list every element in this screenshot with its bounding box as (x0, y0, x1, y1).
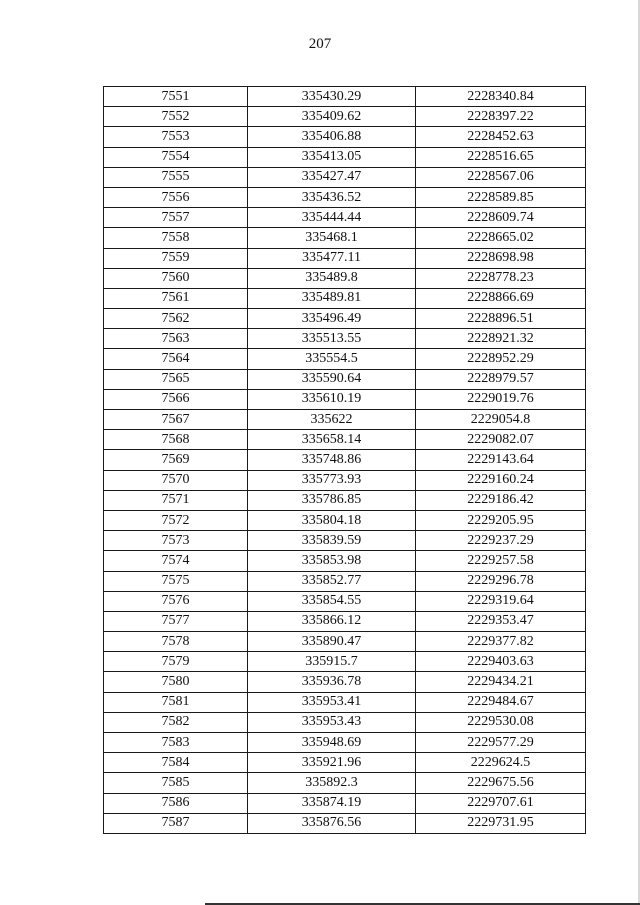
y-coordinate-cell: 2228778.23 (416, 268, 586, 288)
point-number-cell: 7586 (104, 793, 248, 813)
point-number-cell: 7580 (104, 672, 248, 692)
y-coordinate-cell: 2228567.06 (416, 167, 586, 187)
y-coordinate-cell: 2228952.29 (416, 349, 586, 369)
y-coordinate-cell: 2229403.63 (416, 652, 586, 672)
table-row (104, 813, 586, 833)
point-number-cell: 7584 (104, 753, 248, 773)
point-number-cell: 7557 (104, 208, 248, 228)
table-row (104, 591, 586, 611)
x-coordinate-cell: 335436.52 (248, 187, 416, 207)
x-coordinate-cell: 335936.78 (248, 672, 416, 692)
x-coordinate-cell: 335513.55 (248, 329, 416, 349)
table-row (104, 611, 586, 631)
table-row (104, 87, 586, 107)
y-coordinate-cell: 2229205.95 (416, 510, 586, 530)
table-row (104, 410, 586, 430)
table-row (104, 490, 586, 510)
point-number-cell: 7575 (104, 571, 248, 591)
x-coordinate-cell: 335876.56 (248, 813, 416, 833)
x-coordinate-cell: 335921.96 (248, 753, 416, 773)
x-coordinate-cell: 335890.47 (248, 632, 416, 652)
point-number-cell: 7587 (104, 813, 248, 833)
point-number-cell: 7554 (104, 147, 248, 167)
table-row (104, 208, 586, 228)
table-row (104, 531, 586, 551)
y-coordinate-cell: 2229577.29 (416, 733, 586, 753)
y-coordinate-cell: 2229377.82 (416, 632, 586, 652)
y-coordinate-cell: 2228921.32 (416, 329, 586, 349)
x-coordinate-cell: 335874.19 (248, 793, 416, 813)
point-number-cell: 7556 (104, 187, 248, 207)
x-coordinate-cell: 335773.93 (248, 470, 416, 490)
table-row (104, 187, 586, 207)
point-number-cell: 7571 (104, 490, 248, 510)
point-number-cell: 7569 (104, 450, 248, 470)
table-row (104, 167, 586, 187)
point-number-cell: 7568 (104, 430, 248, 450)
x-coordinate-cell: 335892.3 (248, 773, 416, 793)
table-row (104, 652, 586, 672)
point-number-cell: 7560 (104, 268, 248, 288)
x-coordinate-cell: 335948.69 (248, 733, 416, 753)
x-coordinate-cell: 335915.7 (248, 652, 416, 672)
point-number-cell: 7576 (104, 591, 248, 611)
x-coordinate-cell: 335852.77 (248, 571, 416, 591)
x-coordinate-cell: 335622 (248, 410, 416, 430)
table-row (104, 349, 586, 369)
point-number-cell: 7573 (104, 531, 248, 551)
coordinates-table-body (104, 87, 586, 834)
table-row (104, 773, 586, 793)
table-row (104, 309, 586, 329)
x-coordinate-cell: 335444.44 (248, 208, 416, 228)
y-coordinate-cell: 2228589.85 (416, 187, 586, 207)
point-number-cell: 7566 (104, 389, 248, 409)
y-coordinate-cell: 2229257.58 (416, 551, 586, 571)
table-row (104, 107, 586, 127)
y-coordinate-cell: 2228516.65 (416, 147, 586, 167)
table-row (104, 369, 586, 389)
y-coordinate-cell: 2228452.63 (416, 127, 586, 147)
y-coordinate-cell: 2229186.42 (416, 490, 586, 510)
y-coordinate-cell: 2229353.47 (416, 611, 586, 631)
table-row (104, 470, 586, 490)
x-coordinate-cell: 335804.18 (248, 510, 416, 530)
x-coordinate-cell: 335953.41 (248, 692, 416, 712)
x-coordinate-cell: 335413.05 (248, 147, 416, 167)
x-coordinate-cell: 335658.14 (248, 430, 416, 450)
y-coordinate-cell: 2228340.84 (416, 87, 586, 107)
table-row (104, 430, 586, 450)
x-coordinate-cell: 335953.43 (248, 712, 416, 732)
table-row (104, 712, 586, 732)
y-coordinate-cell: 2229434.21 (416, 672, 586, 692)
x-coordinate-cell: 335477.11 (248, 248, 416, 268)
point-number-cell: 7570 (104, 470, 248, 490)
y-coordinate-cell: 2228698.98 (416, 248, 586, 268)
table-row (104, 551, 586, 571)
x-coordinate-cell: 335748.86 (248, 450, 416, 470)
point-number-cell: 7583 (104, 733, 248, 753)
table-row (104, 692, 586, 712)
x-coordinate-cell: 335610.19 (248, 389, 416, 409)
x-coordinate-cell: 335409.62 (248, 107, 416, 127)
table-row (104, 632, 586, 652)
point-number-cell: 7579 (104, 652, 248, 672)
point-number-cell: 7564 (104, 349, 248, 369)
table-row (104, 753, 586, 773)
y-coordinate-cell: 2229054.8 (416, 410, 586, 430)
point-number-cell: 7555 (104, 167, 248, 187)
point-number-cell: 7558 (104, 228, 248, 248)
table-row (104, 268, 586, 288)
table-row (104, 793, 586, 813)
x-coordinate-cell: 335489.8 (248, 268, 416, 288)
table-row (104, 147, 586, 167)
x-coordinate-cell: 335468.1 (248, 228, 416, 248)
x-coordinate-cell: 335427.47 (248, 167, 416, 187)
point-number-cell: 7578 (104, 632, 248, 652)
y-coordinate-cell: 2228665.02 (416, 228, 586, 248)
y-coordinate-cell: 2229319.64 (416, 591, 586, 611)
table-row (104, 389, 586, 409)
y-coordinate-cell: 2229624.5 (416, 753, 586, 773)
y-coordinate-cell: 2229296.78 (416, 571, 586, 591)
table-row (104, 450, 586, 470)
point-number-cell: 7553 (104, 127, 248, 147)
x-coordinate-cell: 335839.59 (248, 531, 416, 551)
point-number-cell: 7572 (104, 510, 248, 530)
point-number-cell: 7562 (104, 309, 248, 329)
x-coordinate-cell: 335489.81 (248, 288, 416, 308)
table-row (104, 248, 586, 268)
x-coordinate-cell: 335554.5 (248, 349, 416, 369)
point-number-cell: 7565 (104, 369, 248, 389)
y-coordinate-cell: 2229707.61 (416, 793, 586, 813)
x-coordinate-cell: 335496.49 (248, 309, 416, 329)
y-coordinate-cell: 2229484.67 (416, 692, 586, 712)
x-coordinate-cell: 335853.98 (248, 551, 416, 571)
point-number-cell: 7582 (104, 712, 248, 732)
point-number-cell: 7567 (104, 410, 248, 430)
x-coordinate-cell: 335854.55 (248, 591, 416, 611)
y-coordinate-cell: 2228609.74 (416, 208, 586, 228)
x-coordinate-cell: 335866.12 (248, 611, 416, 631)
table-row (104, 571, 586, 591)
table-row (104, 127, 586, 147)
point-number-cell: 7551 (104, 87, 248, 107)
page-number: 207 (308, 36, 332, 52)
y-coordinate-cell: 2228979.57 (416, 369, 586, 389)
y-coordinate-cell: 2229143.64 (416, 450, 586, 470)
x-coordinate-cell: 335406.88 (248, 127, 416, 147)
y-coordinate-cell: 2229731.95 (416, 813, 586, 833)
y-coordinate-cell: 2228866.69 (416, 288, 586, 308)
table-row (104, 329, 586, 349)
y-coordinate-cell: 2228397.22 (416, 107, 586, 127)
y-coordinate-cell: 2229237.29 (416, 531, 586, 551)
point-number-cell: 7577 (104, 611, 248, 631)
x-coordinate-cell: 335590.64 (248, 369, 416, 389)
coordinates-table (103, 86, 586, 834)
point-number-cell: 7585 (104, 773, 248, 793)
point-number-cell: 7561 (104, 288, 248, 308)
point-number-cell: 7574 (104, 551, 248, 571)
y-coordinate-cell: 2229160.24 (416, 470, 586, 490)
point-number-cell: 7581 (104, 692, 248, 712)
table-row (104, 733, 586, 753)
table-row (104, 672, 586, 692)
point-number-cell: 7563 (104, 329, 248, 349)
table-row (104, 288, 586, 308)
table-row (104, 228, 586, 248)
point-number-cell: 7559 (104, 248, 248, 268)
y-coordinate-cell: 2229675.56 (416, 773, 586, 793)
y-coordinate-cell: 2229019.76 (416, 389, 586, 409)
y-coordinate-cell: 2229082.07 (416, 430, 586, 450)
point-number-cell: 7552 (104, 107, 248, 127)
y-coordinate-cell: 2229530.08 (416, 712, 586, 732)
table-row (104, 510, 586, 530)
y-coordinate-cell: 2228896.51 (416, 309, 586, 329)
x-coordinate-cell: 335786.85 (248, 490, 416, 510)
x-coordinate-cell: 335430.29 (248, 87, 416, 107)
